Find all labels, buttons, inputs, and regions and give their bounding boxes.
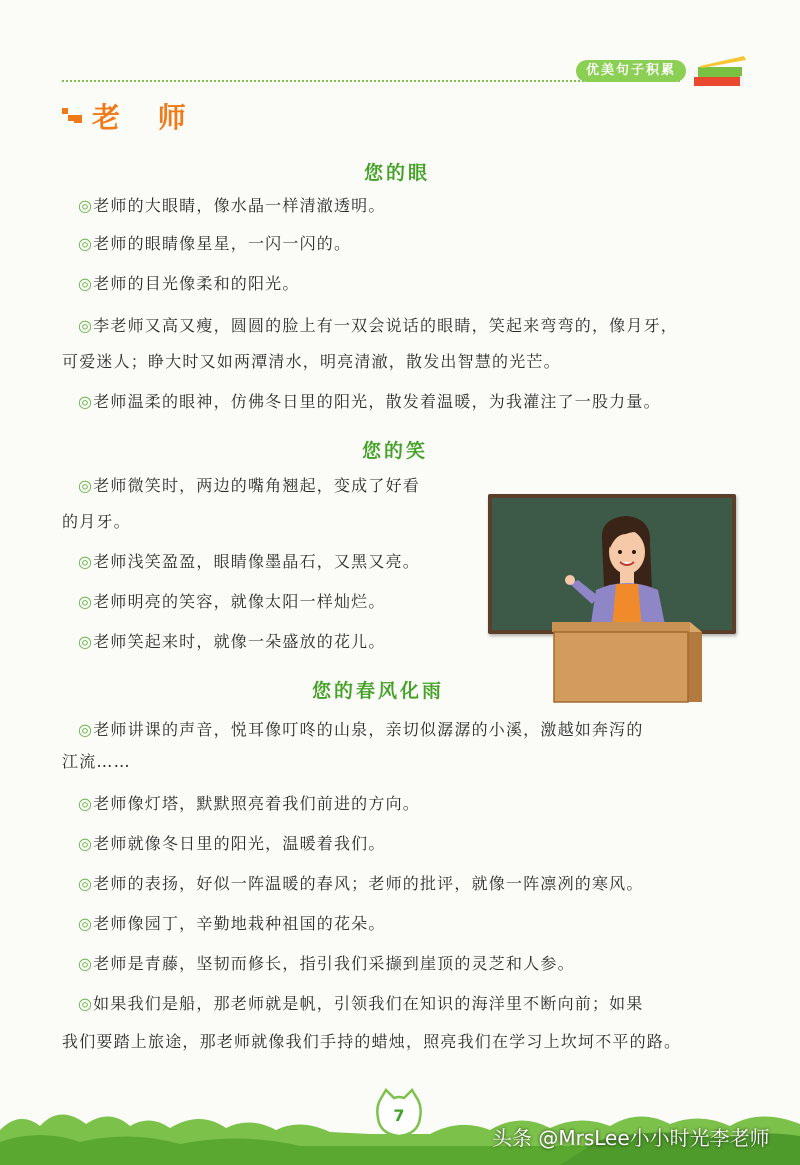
page-title-text: 老 师 [92,101,200,134]
text-line: ◎老师的眼睛像星星，一闪一闪的。 [78,234,352,253]
text-line: 可爱迷人；睁大时又如两潭清水，明亮清澈，散发出智慧的光芒。 [62,352,561,371]
text-line: ◎老师的目光像柔和的阳光。 [78,274,300,293]
text-line: ◎老师像灯塔，默默照亮着我们前进的方向。 [78,794,420,813]
section-heading-smile: 您的笑 [362,440,429,462]
text-line: ◎李老师又高又瘦，圆圆的脸上有一双会说话的眼睛，笑起来弯弯的，像月牙， [78,316,678,335]
bullet-circle-icon: ◎ [78,994,94,1013]
page-title [62,96,200,136]
text-line: ◎老师的表扬，好似一阵温暖的春风；老师的批评，就像一阵凛冽的寒风。 [78,874,644,893]
bullet-circle-icon: ◎ [78,874,94,893]
text-line: ◎老师浅笑盈盈，眼睛像墨晶石，又黑又亮。 [78,552,420,571]
bullet-circle-icon: ◎ [78,592,94,611]
bullet-circle-icon: ◎ [78,274,94,293]
bullet-circle-icon: ◎ [78,720,94,739]
bullet-circle-icon: ◎ [78,316,94,335]
section-badge: 优美句子积累 [576,60,686,82]
text-line: ◎老师温柔的眼神，仿佛冬日里的阳光，散发着温暖，为我灌注了一股力量。 [78,392,661,411]
page-number: 7 [393,1106,405,1125]
books-icon [690,50,750,90]
text-line: 江流…… [62,752,131,771]
text-line: ◎老师的大眼睛，像水晶一样清澈透明。 [78,196,386,215]
bullet-circle-icon: ◎ [78,954,94,973]
watermark-text: 头条 @MrsLee小小时光李老师 [492,1126,770,1150]
text-line: ◎老师明亮的笑容，就像太阳一样灿烂。 [78,592,386,611]
bullet-circle-icon: ◎ [78,552,94,571]
bullet-circle-icon: ◎ [78,196,94,215]
teacher-illustration [540,500,740,705]
bullet-circle-icon: ◎ [78,476,94,495]
bullet-circle-icon: ◎ [78,794,94,813]
text-line: ◎老师像园丁，辛勤地栽种祖国的花朵。 [78,914,386,933]
section-heading-spring-breeze: 您的春风化雨 [312,680,445,702]
text-line: ◎老师讲课的声音，悦耳像叮咚的山泉，亲切似潺潺的小溪，激越如奔泻的 [78,720,644,739]
bullet-circle-icon: ◎ [78,392,94,411]
text-line: ◎老师微笑时，两边的嘴角翘起，变成了好看 [78,476,420,495]
text-line: ◎老师是青藤，坚韧而修长，指引我们采撷到崖顶的灵芝和人参。 [78,954,575,973]
text-line: ◎老师笑起来时，就像一朵盛放的花儿。 [78,632,386,651]
bullet-circle-icon: ◎ [78,834,94,853]
text-line: 的月牙。 [62,512,131,531]
section-heading-eyes: 您的眼 [364,162,431,184]
text-line: ◎如果我们是船，那老师就是帆，引领我们在知识的海洋里不断向前；如果 [78,994,644,1013]
text-line: ◎老师就像冬日里的阳光，温暖着我们。 [78,834,386,853]
bullet-circle-icon: ◎ [78,914,94,933]
bullet-circle-icon: ◎ [78,234,94,253]
title-marker-icon [62,106,82,126]
bullet-circle-icon: ◎ [78,632,94,651]
text-line: 我们要踏上旅途，那老师就像我们手持的蜡烛，照亮我们在学习上坎坷不平的路。 [62,1032,682,1051]
